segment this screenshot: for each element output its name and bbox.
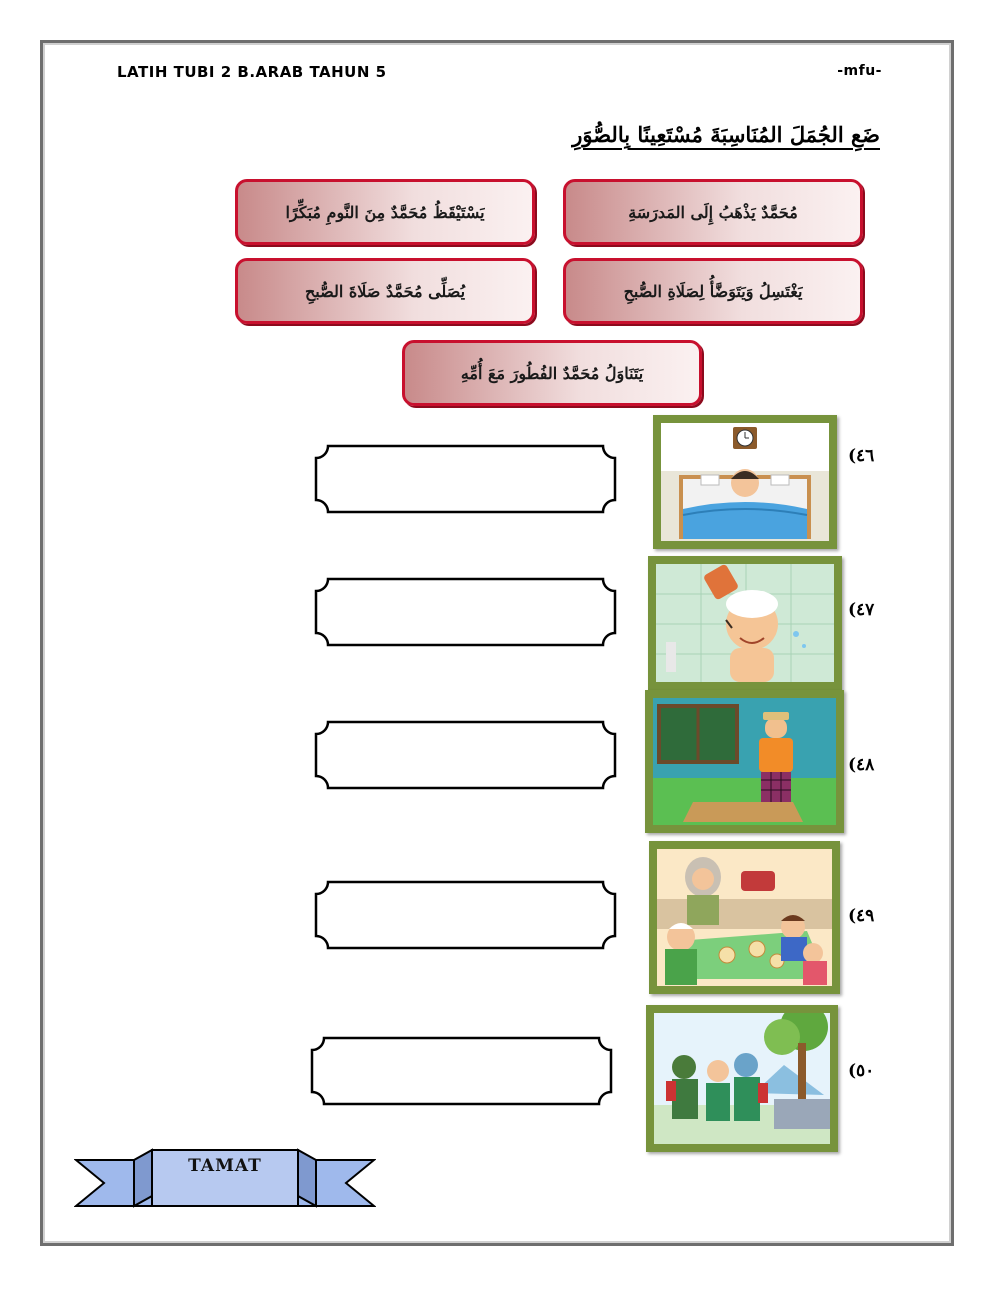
option-card-3[interactable]: يَغْتَسِلُ وَيَتَوَضَّأُ لِصَلَاةِ الصُّبحِ [563,258,863,324]
question-number-46: ٤٦) [848,446,875,466]
answer-box-47[interactable] [314,577,617,647]
instruction-heading: ضَعِ الجُمَلَ المُنَاسِبَةَ مُسْتَعِينًا بِالصُّوَرِ [572,122,880,147]
question-number-48: ٤٨) [848,755,875,775]
answer-box-48[interactable] [314,720,617,790]
worksheet-title: LATIH TUBI 2 B.ARAB TAHUN 5 [117,63,387,81]
picture-boy-bathing [648,556,842,690]
picture-boy-praying [645,690,844,833]
question-number-49: ٤٩) [848,906,875,926]
option-card-5[interactable]: يَتَنَاوَلُ مُحَمَّدٌ الفُطُورَ مَعَ أُمِّهِ [402,340,702,406]
answer-box-49[interactable] [314,880,617,950]
picture-boy-waking-up [653,415,837,549]
question-number-50: ٥٠) [848,1061,875,1081]
option-card-1[interactable]: مُحَمَّدٌ يَذْهَبُ إِلَى المَدرَسَةِ [563,179,863,245]
picture-family-breakfast [649,841,840,994]
answer-box-46[interactable] [314,444,617,514]
picture-children-to-school [646,1005,838,1152]
author-tag: -mfu- [837,63,882,79]
option-card-2[interactable]: يَسْتَيْقَظُ مُحَمَّدٌ مِنَ النَّومِ مُبَكِّرًا [235,179,535,245]
answer-box-50[interactable] [310,1036,613,1106]
banner-label: TAMAT [188,1156,262,1176]
option-card-4[interactable]: يُصَلِّى مُحَمَّدٌ صَلَاةَ الصُّبحِ [235,258,535,324]
question-number-47: ٤٧) [848,600,875,620]
